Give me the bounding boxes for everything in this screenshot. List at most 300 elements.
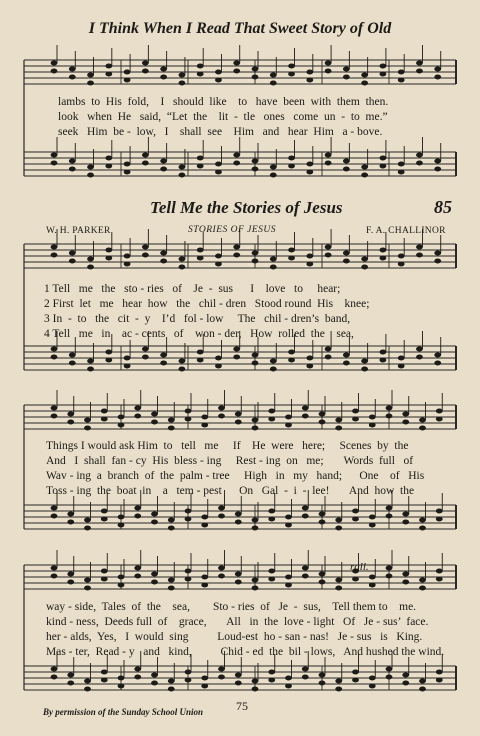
note-head (101, 670, 108, 675)
note-head (402, 580, 409, 585)
note-head (361, 81, 368, 86)
hymn-number: 85 (434, 197, 452, 217)
note-head (179, 173, 186, 178)
note-head (168, 687, 175, 692)
note-head (218, 514, 225, 519)
note-head (319, 681, 326, 686)
note-head (306, 162, 313, 167)
note-head (124, 70, 131, 75)
note-head (67, 673, 74, 678)
note-head (105, 72, 112, 77)
note-head (252, 687, 259, 692)
note-head (436, 517, 443, 522)
verse-lyric-line: Toss - ing the boat in a tem - pest On Gal - i - lee! And how the (46, 485, 415, 497)
note-head (185, 577, 192, 582)
note-head (380, 64, 387, 69)
note-head (185, 678, 192, 683)
previous-hymn-title: I Think When I Read That Sweet Story of Old (88, 20, 392, 37)
note-head (67, 681, 74, 686)
note-head (218, 566, 225, 571)
note-head (215, 70, 222, 75)
note-head (398, 170, 405, 175)
note-head (142, 161, 149, 166)
note-head (380, 72, 387, 77)
note-head (306, 78, 313, 83)
note-head (142, 253, 149, 258)
permission-note: By permission of the Sunday School Union (43, 707, 204, 717)
note-head (369, 523, 376, 528)
note-head (352, 577, 359, 582)
note-head (118, 415, 125, 420)
note-head (335, 526, 342, 531)
note-head (87, 81, 94, 86)
note-head (270, 73, 277, 78)
note-head (168, 586, 175, 591)
note-head (151, 572, 158, 577)
note-head (398, 254, 405, 259)
note-head (151, 580, 158, 585)
note-head (380, 256, 387, 261)
note-head (168, 578, 175, 583)
note-head (215, 262, 222, 267)
note-head (201, 676, 208, 681)
note-head (319, 520, 326, 525)
note-head (233, 69, 240, 74)
note-head (402, 412, 409, 417)
note-head (151, 412, 158, 417)
note-head (51, 61, 58, 66)
note-head (325, 245, 332, 250)
note-head (151, 673, 158, 678)
note-head (252, 251, 259, 256)
note-head (319, 512, 326, 517)
note-head (134, 406, 141, 411)
note-head (84, 679, 91, 684)
note-head (168, 418, 175, 423)
note-head (101, 577, 108, 582)
note-head (87, 73, 94, 78)
note-head (270, 265, 277, 270)
note-head (252, 259, 259, 264)
note-head (416, 61, 423, 66)
note-head (398, 262, 405, 267)
note-head (402, 572, 409, 577)
note-head (325, 153, 332, 158)
note-head (270, 81, 277, 86)
note-head (252, 75, 259, 80)
note-head (343, 259, 350, 264)
note-head (352, 678, 359, 683)
note-head (218, 506, 225, 511)
note-head (84, 418, 91, 423)
note-head (101, 509, 108, 514)
note-head (185, 517, 192, 522)
note-head (369, 423, 376, 428)
author-credit: W. H. PARKER (46, 226, 111, 236)
note-head (197, 256, 204, 261)
note-head (369, 676, 376, 681)
note-head (419, 687, 426, 692)
note-head (69, 361, 76, 366)
note-head (118, 583, 125, 588)
note-head (335, 426, 342, 431)
note-head (386, 566, 393, 571)
note-head (124, 356, 131, 361)
note-head (185, 509, 192, 514)
note-head (105, 358, 112, 363)
note-head (87, 367, 94, 372)
note-head (218, 406, 225, 411)
verse-lyric-line: 4 Tell me in ac - cents of won - der, How rolled the sea, (44, 328, 354, 340)
note-head (352, 670, 359, 675)
note-head (201, 575, 208, 580)
verse-lyric-line: Wav - ing a branch of the palm - tree High in my hand; One of His (46, 470, 425, 482)
note-head (84, 578, 91, 583)
note-head (436, 678, 443, 683)
note-head (285, 684, 292, 689)
note-head (416, 153, 423, 158)
note-head (302, 406, 309, 411)
note-head (51, 161, 58, 166)
note-head (84, 586, 91, 591)
note-head (67, 572, 74, 577)
note-head (197, 156, 204, 161)
note-head (235, 681, 242, 686)
note-head (325, 355, 332, 360)
note-head (134, 414, 141, 419)
note-head (179, 359, 186, 364)
note-head (185, 670, 192, 675)
note-head (288, 64, 295, 69)
note-head (285, 523, 292, 528)
note-head (402, 420, 409, 425)
note-head (51, 355, 58, 360)
note-head (118, 523, 125, 528)
note-head (380, 156, 387, 161)
note-head (51, 566, 58, 571)
note-head (416, 161, 423, 166)
note-head (386, 406, 393, 411)
note-head (325, 69, 332, 74)
note-head (134, 566, 141, 571)
note-head (343, 75, 350, 80)
note-head (335, 586, 342, 591)
note-head (67, 512, 74, 517)
note-head (235, 420, 242, 425)
note-head (51, 153, 58, 158)
note-head (201, 523, 208, 528)
note-head (101, 409, 108, 414)
note-head (218, 574, 225, 579)
note-head (434, 167, 441, 172)
note-head (434, 259, 441, 264)
note-head (235, 520, 242, 525)
note-head (361, 165, 368, 170)
note-head (160, 159, 167, 164)
note-head (51, 514, 58, 519)
note-head (218, 414, 225, 419)
note-head (118, 515, 125, 520)
note-head (434, 353, 441, 358)
note-head (434, 159, 441, 164)
note-head (386, 574, 393, 579)
note-head (416, 69, 423, 74)
note-head (436, 569, 443, 574)
note-head (288, 156, 295, 161)
note-head (252, 361, 259, 366)
note-head (51, 574, 58, 579)
note-head (386, 506, 393, 511)
note-head (335, 418, 342, 423)
rall-marking: rall. (350, 561, 369, 573)
note-head (434, 361, 441, 366)
note-head (105, 248, 112, 253)
note-head (380, 164, 387, 169)
note-head (151, 512, 158, 517)
note-head (51, 245, 58, 250)
note-head (84, 526, 91, 531)
note-head (319, 412, 326, 417)
note-head (87, 265, 94, 270)
note-head (51, 347, 58, 352)
verse-lyric-line: And I shall fan - cy His bless - ing Rest - ing on me; Words full of (46, 455, 414, 467)
note-head (142, 69, 149, 74)
note-head (252, 518, 259, 523)
note-head (160, 167, 167, 172)
note-head (118, 423, 125, 428)
note-head (402, 512, 409, 517)
note-head (118, 676, 125, 681)
note-head (215, 364, 222, 369)
note-head (101, 417, 108, 422)
note-head (185, 409, 192, 414)
note-head (335, 679, 342, 684)
note-head (252, 586, 259, 591)
note-head (101, 678, 108, 683)
note-head (325, 253, 332, 258)
note-head (319, 420, 326, 425)
note-head (402, 673, 409, 678)
note-head (160, 361, 167, 366)
note-head (168, 679, 175, 684)
note-head (252, 418, 259, 423)
note-head (134, 667, 141, 672)
note-head (185, 417, 192, 422)
note-head (69, 159, 76, 164)
note-head (268, 409, 275, 414)
note-head (84, 518, 91, 523)
note-head (124, 364, 131, 369)
note-head (302, 566, 309, 571)
note-head (416, 347, 423, 352)
note-head (124, 262, 131, 267)
note-head (369, 515, 376, 520)
note-head (270, 367, 277, 372)
note-head (105, 350, 112, 355)
note-head (179, 165, 186, 170)
note-head (124, 78, 131, 83)
note-head (235, 412, 242, 417)
note-head (436, 509, 443, 514)
note-head (369, 575, 376, 580)
note-head (285, 676, 292, 681)
note-head (51, 69, 58, 74)
note-head (142, 347, 149, 352)
note-head (306, 70, 313, 75)
note-head (235, 572, 242, 577)
note-head (151, 681, 158, 686)
note-head (252, 426, 259, 431)
note-head (197, 358, 204, 363)
note-head (361, 257, 368, 262)
verse-lyric-line: kind - ness, Deeds full of grace, All in the love - light Of Je - sus’ face. (46, 616, 429, 628)
note-head (185, 569, 192, 574)
note-head (87, 173, 94, 178)
note-head (335, 687, 342, 692)
note-head (215, 162, 222, 167)
note-head (398, 70, 405, 75)
note-head (160, 75, 167, 80)
note-head (215, 170, 222, 175)
note-head (343, 67, 350, 72)
note-head (398, 364, 405, 369)
note-head (233, 161, 240, 166)
note-head (436, 577, 443, 582)
note-head (306, 262, 313, 267)
note-head (215, 356, 222, 361)
note-head (151, 520, 158, 525)
note-head (252, 578, 259, 583)
note-head (87, 165, 94, 170)
note-head (168, 526, 175, 531)
note-head (398, 162, 405, 167)
note-head (233, 253, 240, 258)
note-head (197, 248, 204, 253)
note-head (69, 67, 76, 72)
note-head (118, 575, 125, 580)
note-head (416, 245, 423, 250)
note-head (302, 675, 309, 680)
note-head (51, 406, 58, 411)
note-head (270, 257, 277, 262)
note-head (343, 167, 350, 172)
note-head (268, 509, 275, 514)
note-head (361, 359, 368, 364)
note-head (380, 248, 387, 253)
note-head (134, 506, 141, 511)
note-head (67, 412, 74, 417)
note-head (419, 586, 426, 591)
note-head (160, 67, 167, 72)
note-head (197, 350, 204, 355)
note-head (69, 259, 76, 264)
note-head (352, 409, 359, 414)
note-head (352, 417, 359, 422)
note-head (105, 256, 112, 261)
note-head (105, 156, 112, 161)
verse-lyric-line: 1 Tell me the sto - ries of Je - sus I love to hear; (44, 283, 341, 295)
note-head (419, 426, 426, 431)
note-head (268, 670, 275, 675)
note-head (87, 359, 94, 364)
note-head (434, 67, 441, 72)
note-head (118, 684, 125, 689)
note-head (160, 251, 167, 256)
note-head (288, 350, 295, 355)
note-head (343, 361, 350, 366)
note-head (352, 517, 359, 522)
note-head (369, 415, 376, 420)
note-head (69, 75, 76, 80)
note-head (335, 578, 342, 583)
note-head (105, 164, 112, 169)
note-head (134, 574, 141, 579)
note-head (69, 251, 76, 256)
note-head (361, 73, 368, 78)
note-head (306, 356, 313, 361)
note-head (179, 265, 186, 270)
note-head (285, 423, 292, 428)
note-head (142, 355, 149, 360)
note-head (398, 78, 405, 83)
note-head (235, 580, 242, 585)
note-head (215, 254, 222, 259)
note-head (268, 577, 275, 582)
note-head (69, 167, 76, 172)
note-head (285, 415, 292, 420)
note-head (288, 358, 295, 363)
note-head (51, 675, 58, 680)
note-head (380, 350, 387, 355)
note-head (419, 679, 426, 684)
note-head (419, 578, 426, 583)
note-head (288, 164, 295, 169)
note-head (416, 355, 423, 360)
note-head (151, 420, 158, 425)
note-head (235, 512, 242, 517)
note-head (235, 673, 242, 678)
note-head (197, 164, 204, 169)
note-head (398, 356, 405, 361)
note-head (369, 684, 376, 689)
note-head (302, 414, 309, 419)
note-head (233, 245, 240, 250)
note-head (105, 64, 112, 69)
note-head (179, 73, 186, 78)
note-head (386, 667, 393, 672)
note-head (252, 526, 259, 531)
note-head (168, 426, 175, 431)
note-head (402, 681, 409, 686)
note-head (325, 61, 332, 66)
note-head (252, 353, 259, 358)
note-head (285, 583, 292, 588)
verse-lyric-line: Things I would ask Him to tell me If He were here; Scenes by the (46, 440, 409, 452)
note-head (325, 347, 332, 352)
note-head (343, 159, 350, 164)
note-head (434, 251, 441, 256)
note-head (201, 583, 208, 588)
note-head (124, 170, 131, 175)
note-head (436, 670, 443, 675)
verse-lyric-line: Mas - ter, Read - y and kind, Chid - ed the bil - lows, And hushed the wind. (46, 646, 445, 658)
note-head (179, 257, 186, 262)
note-head (201, 415, 208, 420)
note-head (134, 514, 141, 519)
note-head (288, 248, 295, 253)
note-head (201, 515, 208, 520)
note-head (302, 506, 309, 511)
